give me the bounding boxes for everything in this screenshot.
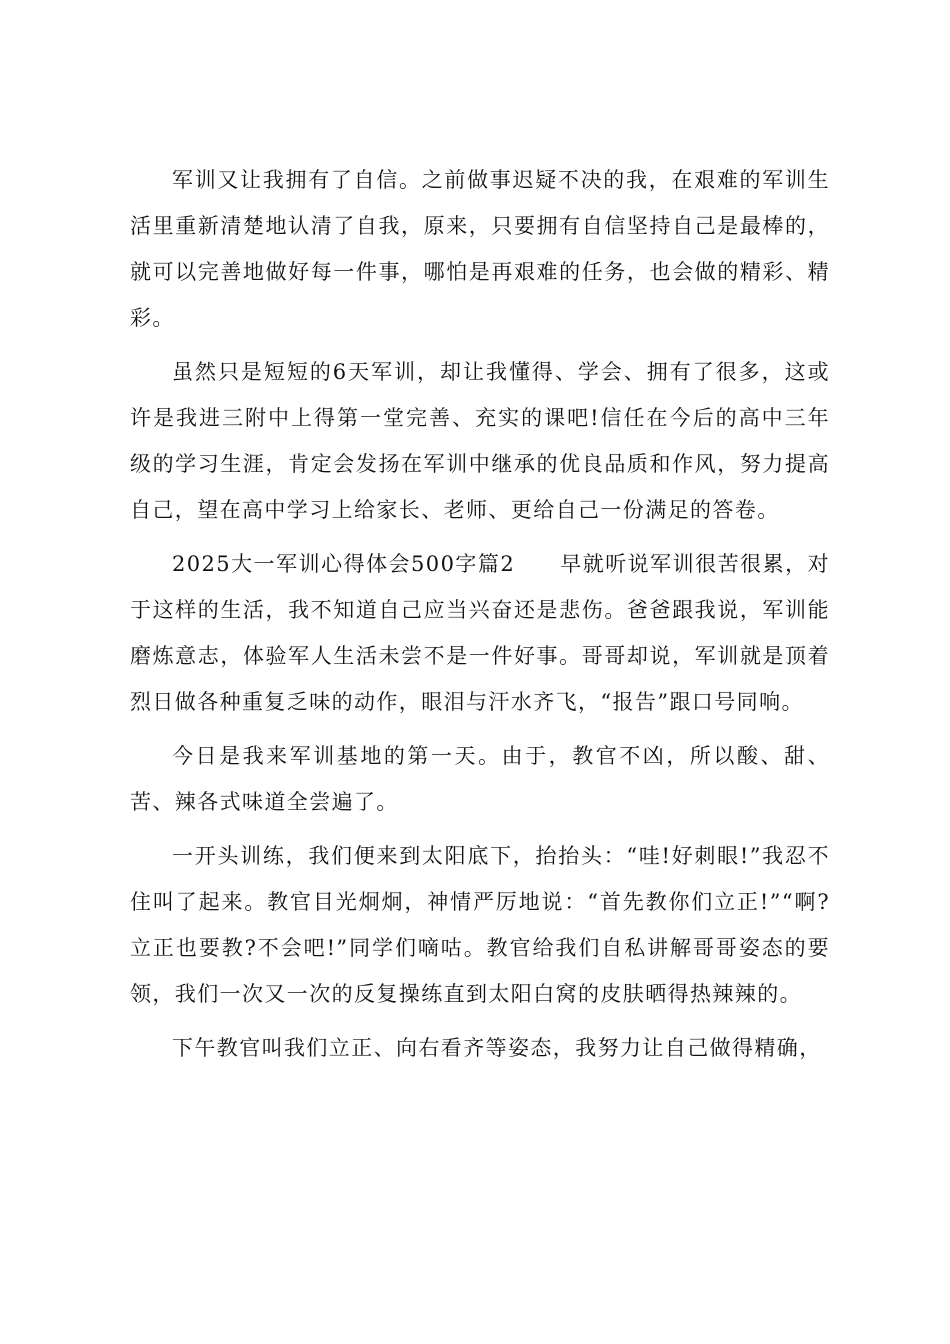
paragraph-afternoon: 下午教官叫我们立正、向右看齐等姿态，我努力让自己做得精确， [172, 1036, 822, 1060]
paragraph-confidence: 军训又让我拥有了自信。之前做事迟疑不决的我，在艰难的军训生活里重新清楚地认清了自我，原来，只要拥有自信坚持自己是最棒的，就可以完善地做好每一件事，哪怕是再艰难的任务，也会做的精彩、精彩。 [130, 168, 830, 330]
paragraph-first-day: 今日是我来军训基地的第一天。由于，教官不凶，所以酸、甜、苦、辣各式味道全尝遍了。 [130, 744, 830, 814]
paragraph-article-2-intro: 2025大一军训心得体会500字篇2 早就听说军训很苦很累，对于这样的生活，我不知道自己应当兴奋还是悲伤。爸爸跟我说，军训能磨炼意志，体验军人生活未尝不是一件好事。哥哥却说，军训就是顶着烈日做各种重复乏味的动作，眼泪与汗水齐飞，“报告”跟口号同响。 [130, 552, 830, 714]
paragraph-training-start: 一开头训练，我们便来到太阳底下，抬抬头：“哇!好刺眼!”我忍不住叫了起来。教官目光炯炯，神情严厉地说：“首先教你们立正!”“啊?立正也要教?不会吧!”同学们嘀咕。教官给我们自私讲解哥哥姿态的要领，我们一次又一次的反复操练直到太阳白窝的皮肤晒得热辣辣的。 [130, 844, 830, 1006]
paragraph-six-days: 虽然只是短短的6天军训，却让我懂得、学会、拥有了很多，这或许是我进三附中上得第一堂完善、充实的课吧!信任在今后的高中三年级的学习生涯，肯定会发扬在军训中继承的优良品质和作风，努力提高自己，望在高中学习上给家长、老师、更给自己一份满足的答卷。 [130, 360, 830, 522]
document-body [130, 157, 830, 1079]
